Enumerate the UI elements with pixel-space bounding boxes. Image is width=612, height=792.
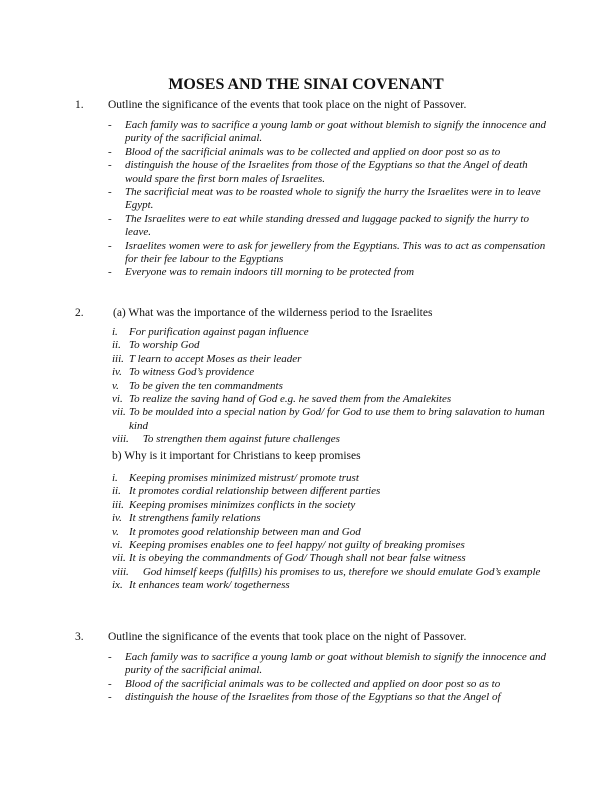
list-item: [108, 159, 548, 186]
roman-numeral: vii.: [112, 552, 126, 565]
item-text: It enhances team work/ togetherness: [129, 579, 290, 592]
answer-list-2a: [112, 326, 552, 447]
item-text: T learn to accept Moses as their leader: [129, 352, 302, 365]
roman-numeral: iv.: [112, 512, 122, 525]
roman-numeral: i.: [112, 472, 118, 484]
question-text: Outline the significance of the events that took place on the night of Passover.: [108, 99, 467, 111]
list-item: [108, 119, 548, 146]
roman-numeral: iv.: [112, 366, 122, 379]
list-item: [112, 499, 552, 512]
list-item: [112, 406, 552, 433]
item-text: To be moulded into a special nation by God/ for God to use them to bring salavation to human kind: [129, 406, 545, 432]
list-item: [108, 651, 548, 678]
list-item: [112, 366, 552, 379]
item-text: It is obeying the commandments of God/ Though shall not bear false witness: [129, 552, 466, 565]
dash-bullet: -: [108, 186, 112, 199]
list-item: [112, 485, 552, 498]
item-text: Keeping promises minimized mistrust/ promote trust: [129, 472, 359, 484]
roman-numeral: ii.: [112, 339, 121, 352]
list-item: [112, 393, 552, 406]
item-text: Everyone was to remain indoors till morning to be protected from: [125, 266, 415, 279]
dash-bullet: -: [108, 651, 112, 663]
list-item: [112, 552, 552, 565]
item-text: Blood of the sacrificial animals was to be collected and applied on door post so as to: [125, 677, 501, 690]
list-item: [112, 353, 552, 366]
item-text: distinguish the house of the Israelites from those of the Egyptians so that the Angel of: [125, 691, 501, 704]
list-item: [108, 266, 548, 279]
answer-list-2b: [112, 472, 552, 593]
dash-bullet: -: [108, 691, 112, 704]
item-text: To witness God’s providence: [129, 366, 255, 379]
dash-bullet: -: [108, 119, 112, 131]
answer-list-3: [108, 651, 548, 705]
item-text: Each family was to sacrifice a young lamb or goat without blemish to signify the innocence and purity of the sacrificial animal.: [125, 651, 547, 677]
answer-list-1: [108, 119, 548, 280]
item-text: To be given the ten commandments: [129, 379, 283, 392]
item-text: To strengthen them against future challenges: [142, 433, 340, 446]
list-item: [112, 433, 552, 446]
sub-question-b: b) Why is it important for Christians to keep promises: [112, 450, 361, 462]
item-text: God himself keeps (fulfills) his promises to us, therefore we should emulate God’s example: [142, 565, 541, 578]
dash-bullet: -: [108, 159, 112, 172]
item-text: Israelites women were to ask for jewellery from the Egyptians. This was to act as compensation for their fee labour to the Egyptians: [125, 239, 546, 266]
item-text: It strengthens family relations: [129, 512, 261, 525]
dash-bullet: -: [108, 677, 112, 690]
question-number: 3.: [75, 631, 84, 643]
dash-bullet: -: [108, 145, 112, 158]
dash-bullet: -: [108, 239, 112, 252]
roman-numeral: vi.: [112, 539, 123, 552]
list-item: [108, 213, 548, 240]
item-text: Keeping promises minimizes conflicts in the society: [129, 498, 356, 511]
roman-numeral: ii.: [112, 485, 121, 498]
list-item: [112, 539, 552, 552]
roman-numeral: i.: [112, 326, 118, 338]
list-item: [112, 326, 552, 339]
item-text: Blood of the sacrificial animals was to be collected and applied on door post so as to: [125, 145, 501, 158]
list-item: [112, 566, 552, 579]
item-text: Keeping promises enables one to feel happy/ not guilty of breaking promises: [129, 539, 465, 552]
item-text: To realize the saving hand of God e.g. he saved them from the Amalekites: [129, 393, 452, 406]
list-item: [112, 339, 552, 352]
list-item: [112, 512, 552, 525]
page-title: MOSES AND THE SINAI COVENANT: [168, 76, 444, 93]
roman-numeral: v.: [112, 379, 119, 392]
question-number: 1.: [75, 99, 84, 111]
item-text: It promotes good relationship between man and God: [129, 525, 361, 538]
roman-numeral: iii.: [112, 498, 124, 511]
list-item: [112, 380, 552, 393]
question-text: Outline the significance of the events that took place on the night of Passover.: [108, 631, 467, 643]
list-item: [108, 691, 548, 704]
roman-numeral: ix.: [112, 579, 123, 592]
item-text: For purification against pagan influence: [129, 326, 309, 338]
question-number: 2.: [75, 307, 84, 319]
item-text: Each family was to sacrifice a young lamb or goat without blemish to signify the innocence and purity of the sacrificial animal.: [125, 119, 547, 145]
dash-bullet: -: [108, 266, 112, 279]
roman-numeral: viii.: [112, 433, 129, 446]
list-item: [108, 186, 548, 213]
roman-numeral: viii.: [112, 565, 129, 578]
list-item: [112, 579, 552, 592]
roman-numeral: iii.: [112, 352, 124, 365]
roman-numeral: v.: [112, 525, 119, 538]
question-text: (a) What was the importance of the wilderness period to the Israelites: [113, 307, 433, 319]
list-item: [108, 240, 548, 267]
roman-numeral: vi.: [112, 393, 123, 406]
list-item: [108, 678, 548, 691]
list-item: [112, 472, 552, 485]
item-text: The Israelites were to eat while standing dressed and luggage packed to signify the hurry to leave.: [125, 212, 529, 239]
item-text: distinguish the house of the Israelites from those of the Egyptians so that the Angel of death would spare the first born males of Israelites.: [125, 159, 528, 185]
dash-bullet: -: [108, 212, 112, 225]
item-text: The sacrificial meat was to be roasted whole to signify the hurry the Israelites were in to leave Egypt.: [125, 186, 541, 212]
roman-numeral: vii.: [112, 406, 126, 419]
list-item: [112, 526, 552, 539]
item-text: To worship God: [129, 339, 200, 352]
item-text: It promotes cordial relationship between different parties: [129, 485, 381, 498]
list-item: [108, 146, 548, 159]
